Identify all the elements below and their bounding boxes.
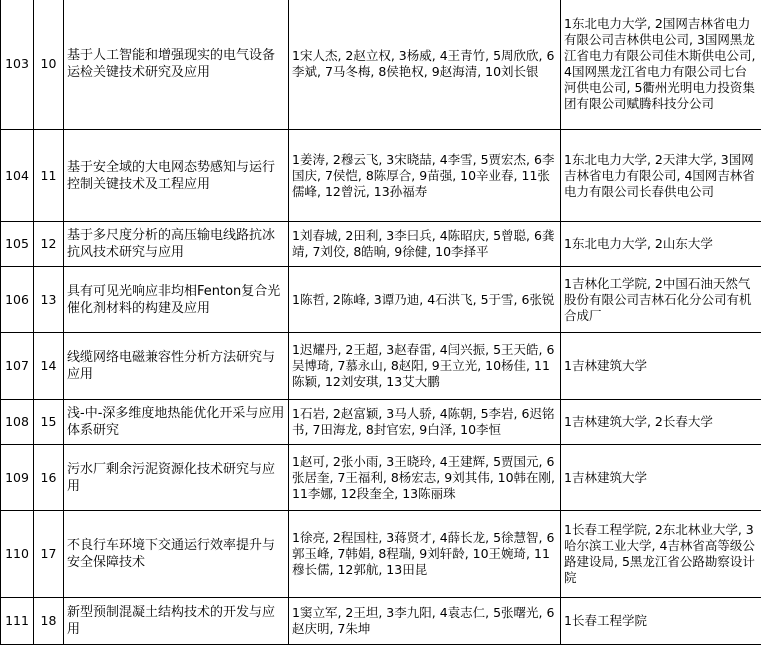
- project-title: 新型预制混凝土结构技术的开发与应用: [64, 598, 289, 645]
- row-number: 111: [1, 598, 34, 645]
- table-row: [1, 130, 761, 222]
- project-title: 基于多尺度分析的高压输电线路抗冰抗风技术研究与应用: [64, 222, 289, 267]
- contributors: 1徐亮, 2程国柱, 3蒋贤才, 4薛长龙, 5徐慧智, 6郭玉峰, 7韩娟, 8程瑞, 9刘轩龄, 10王婉琦, 11穆长儒, 12郭航, 13田昆: [289, 511, 561, 598]
- row-number: 103: [1, 0, 34, 130]
- row-subnumber: 11: [34, 130, 64, 222]
- units: 1长春工程学院, 2东北林业大学, 3哈尔滨工业大学, 4吉林省高等级公路建设局, 5黑龙江省公路勘察设计院: [561, 511, 761, 598]
- project-title: 污水厂剩余污泥资源化技术研究与应用: [64, 445, 289, 511]
- table-row: [1, 333, 761, 400]
- units: 1长春工程学院: [561, 598, 761, 645]
- row-number: 105: [1, 222, 34, 267]
- contributors: 1姜涛, 2穆云飞, 3宋晓喆, 4李雪, 5贾宏杰, 6李国庆, 7侯恺, 8陈厚合, 9苗强, 10辛业春, 11张儒峰, 12曾沅, 13孙福寿: [289, 130, 561, 222]
- contributors: 1刘春城, 2田利, 3李曰兵, 4陈昭庆, 5曾聪, 6龚靖, 7刘佼, 8皓晌, 9徐健, 10李择平: [289, 222, 561, 267]
- row-subnumber: 14: [34, 333, 64, 400]
- table-row: [1, 511, 761, 598]
- units: 1东北电力大学, 2国网吉林省电力有限公司吉林供电公司, 3国网黑龙江省电力有限公司佳木斯供电公司, 4国网黑龙江省电力有限公司七台河供电公司, 5衢州光明电力投资集团有限公司赋腾科技分公司: [561, 0, 761, 130]
- table-row: [1, 400, 761, 445]
- row-subnumber: 16: [34, 445, 64, 511]
- row-number: 109: [1, 445, 34, 511]
- table-row: [1, 0, 761, 130]
- row-subnumber: 13: [34, 267, 64, 333]
- row-subnumber: 12: [34, 222, 64, 267]
- table-row: [1, 445, 761, 511]
- row-number: 106: [1, 267, 34, 333]
- units: 1吉林建筑大学, 2长春大学: [561, 400, 761, 445]
- units: 1吉林建筑大学: [561, 445, 761, 511]
- row-number: 110: [1, 511, 34, 598]
- row-subnumber: 17: [34, 511, 64, 598]
- row-number: 107: [1, 333, 34, 400]
- units: 1东北电力大学, 2山东大学: [561, 222, 761, 267]
- units: 1吉林化工学院, 2中国石油天然气股份有限公司吉林石化分公司有机合成厂: [561, 267, 761, 333]
- contributors: 1宋人杰, 2赵立权, 3杨威, 4王青竹, 5周欣欣, 6李斌, 7马冬梅, 8侯艳权, 9赵海清, 10刘长银: [289, 0, 561, 130]
- project-title: 不良行车环境下交通运行效率提升与安全保障技术: [64, 511, 289, 598]
- table-row: [1, 267, 761, 333]
- contributors: 1石岩, 2赵富颖, 3马人骄, 4陈朝, 5李岩, 6迟铭书, 7田海龙, 8封官宏, 9白泽, 10李恒: [289, 400, 561, 445]
- row-subnumber: 10: [34, 0, 64, 130]
- table-row: [1, 222, 761, 267]
- units: 1东北电力大学, 2天津大学, 3国网吉林省电力有限公司, 4国网吉林省电力有限公司长春供电公司: [561, 130, 761, 222]
- contributors: 1赵可, 2张小雨, 3王晓玲, 4王建辉, 5贾国元, 6张居奎, 7王福利, 8杨宏志, 9刘其伟, 10韩在刚, 11李娜, 12段奎全, 13陈丽珠: [289, 445, 561, 511]
- project-title: 基于安全域的大电网态势感知与运行控制关键技术及工程应用: [64, 130, 289, 222]
- project-title: 浅-中-深多维度地热能优化开采与应用体系研究: [64, 400, 289, 445]
- table-row: [1, 598, 761, 645]
- units: 1吉林建筑大学: [561, 333, 761, 400]
- contributors: 1迟耀丹, 2王超, 3赵春雷, 4闫兴振, 5王天皓, 6吴博琦, 7慕永山, 8赵阳, 9王立光, 10杨佳, 11陈颖, 12刘安琪, 13艾大鹏: [289, 333, 561, 400]
- contributors: 1窦立军, 2王坦, 3李九阳, 4袁志仁, 5张曙光, 6赵庆明, 7朱坤: [289, 598, 561, 645]
- project-title: 基于人工智能和增强现实的电气设备运检关键技术研究及应用: [64, 0, 289, 130]
- row-subnumber: 18: [34, 598, 64, 645]
- row-number: 104: [1, 130, 34, 222]
- row-number: 108: [1, 400, 34, 445]
- row-subnumber: 15: [34, 400, 64, 445]
- project-title: 线缆网络电磁兼容性分析方法研究与应用: [64, 333, 289, 400]
- contributors: 1陈哲, 2陈峰, 3谭乃迪, 4石洪飞, 5于雪, 6张锐: [289, 267, 561, 333]
- project-title: 具有可见光响应非均相Fenton复合光催化剂材料的构建及应用: [64, 267, 289, 333]
